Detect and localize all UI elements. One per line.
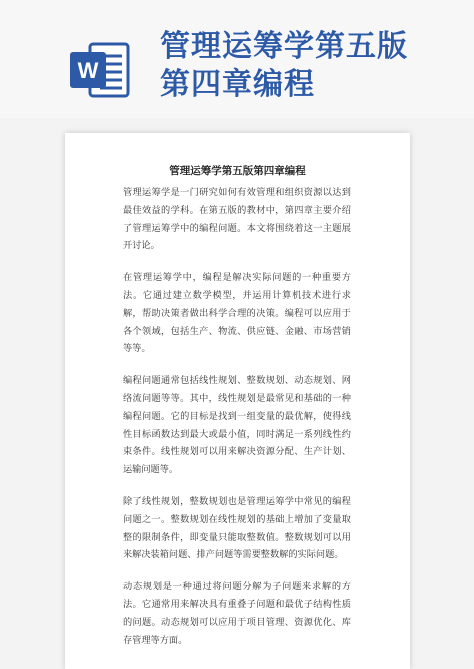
- paragraph: 除了线性规划，整数规划也是管理运筹学中常见的编程问题之一。整数规划在线性规划的基础上增加了变量取整的限制条件，即变量只能取整数值。整数规划可以用来解决装箱问题、排产问题等需要整数解的实际问题。: [123, 495, 351, 561]
- document-title: 管理运筹学第五版第四章编程: [169, 165, 306, 177]
- word-document-icon: [68, 40, 132, 100]
- banner-title-line-2: 第四章编程: [160, 67, 315, 102]
- paragraph: 编程问题通常包括线性规划、整数规划、动态规划、网络流问题等等。其中，线性规划是最常见和基础的一种编程问题。它的目标是找到一组变量的最优解，使得线性目标函数达到最大或最小值，同时满足一系列线性约束条件。线性规划可以用来解决资源分配、生产计划、运输问题等。: [123, 375, 351, 476]
- paragraph: 管理运筹学是一门研究如何有效管理和组织资源以达到最佳效益的学科。在第五版的教材中，第四章主要介绍了管理运筹学中的编程问题。本文将围绕着这一主题展开讨论。: [123, 187, 351, 252]
- document-body: [123, 184, 351, 663]
- paragraph: 在管理运筹学中，编程是解决实际问题的一种重要方法。它通过建立数学模型，并运用计算机技术进行求解，帮助决策者做出科学合理的决策。编程可以应用于各个领域，包括生产、物流、供应链、金融、市场营销等等。: [123, 272, 351, 355]
- banner-title-line-1: 管理运筹学第五版: [160, 29, 408, 64]
- document-page: [65, 133, 410, 669]
- banner-title: [160, 28, 460, 104]
- paragraph: 动态规划是一种通过将问题分解为子问题来求解的方法。它通常用来解决具有重叠子问题和最优子结构性质的问题。动态规划可以应用于项目管理、资源优化、库存管理等方面。: [123, 581, 351, 646]
- word-logo-letter: W: [77, 58, 99, 83]
- banner: [0, 0, 474, 118]
